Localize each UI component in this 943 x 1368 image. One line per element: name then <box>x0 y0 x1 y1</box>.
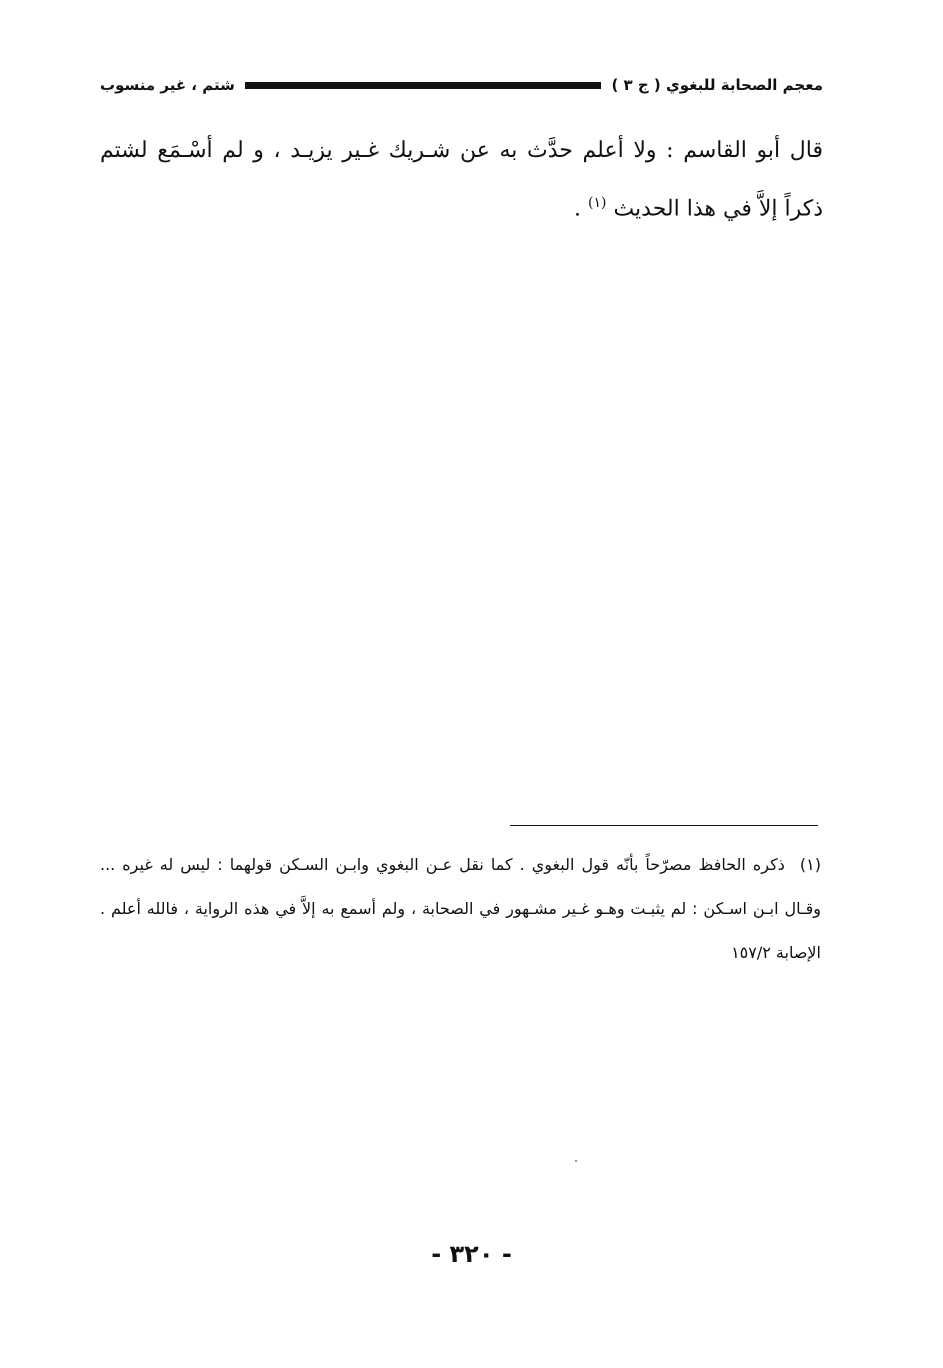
speck <box>575 1160 577 1162</box>
main-text <box>100 125 823 235</box>
book-title: معجم الصحابة للبغوي ( ج ٣ ) <box>611 76 823 94</box>
page-number: - ٣٢٠ - <box>431 1240 512 1268</box>
section-title: شتم ، غير منسوب <box>100 76 235 94</box>
footnote-reference: (١) <box>587 195 607 211</box>
footnote-separator <box>510 825 818 826</box>
footnote-number: (١) <box>799 855 821 874</box>
running-header <box>100 70 823 100</box>
footnote <box>100 843 821 975</box>
footnote-text: ذكره الحافظ مصرّحاً بأنّه قول البغوي . كما نقل عـن البغوي وابـن السـكن قولهما : ليس له غيره ... وقـال ابـن اسـكن : لم يثبـت وهـو غـير مشـهور في الصحابة ، ولم أسمع به إلاَّ في هذه الرواية ، فالله أعلم . الإصابة ١٥٧/٢ <box>100 855 821 962</box>
header-rule <box>245 82 602 89</box>
end-mark: . <box>573 196 581 222</box>
main-paragraph: قال أبو القاسم : ولا أعلم حدَّث به عن شـريك غـير يزيـد ، و لم أسْـمَع لشتم ذكراً إلاَّ في هذا الحديث <box>100 138 823 222</box>
